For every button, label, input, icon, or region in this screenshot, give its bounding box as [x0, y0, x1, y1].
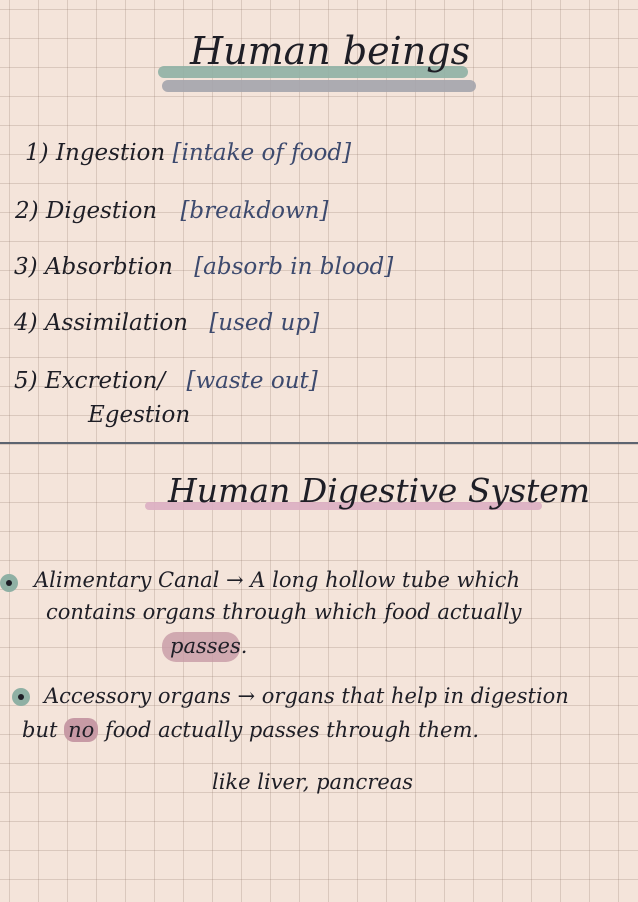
- step-note: [intake of food]: [172, 140, 352, 166]
- step-number: 1): [25, 140, 49, 166]
- step-1: [25, 142, 351, 165]
- bullet-dot-icon: [12, 688, 30, 706]
- step-term: Absorbtion: [44, 254, 173, 280]
- bullet-1-line-2: contains organs through which food actually: [46, 600, 522, 624]
- bullet-dot-icon: [0, 574, 18, 592]
- step-number: 2): [15, 198, 39, 224]
- example-text: like liver, pancreas: [212, 770, 414, 794]
- step-4: [14, 312, 319, 335]
- step-3: [14, 256, 393, 279]
- bullet-2-rest: food actually passes through them.: [104, 718, 480, 742]
- step-note: [absorb in blood]: [194, 254, 394, 280]
- step-note: [used up]: [209, 310, 320, 336]
- bullet-2-line-2: [22, 720, 479, 741]
- step-term: Digestion: [45, 198, 158, 224]
- step-note: [breakdown]: [180, 198, 329, 224]
- highlighted-word: no: [64, 718, 98, 742]
- step-note: [waste out]: [186, 368, 318, 394]
- step-term: Assimilation: [44, 310, 188, 336]
- bullet-2-word: but: [22, 718, 58, 742]
- step-5-continuation: Egestion: [88, 402, 191, 428]
- bullet-2-line-1: Accessory organs → organs that help in digestion: [44, 684, 569, 708]
- step-term: Excretion/: [44, 368, 166, 394]
- bullet-1-line-1: Alimentary Canal → A long hollow tube which: [34, 568, 521, 592]
- step-number: 5): [14, 368, 38, 394]
- step-term: Ingestion: [55, 140, 166, 166]
- step-2: [15, 200, 328, 223]
- step-number: 3): [14, 254, 38, 280]
- step-5: [14, 370, 318, 393]
- section-title: Human Digestive System: [168, 471, 591, 510]
- page-title: Human beings: [190, 29, 471, 73]
- bullet-1-line-3: passes.: [170, 634, 248, 658]
- step-number: 4): [14, 310, 38, 336]
- section-divider: [0, 442, 638, 444]
- title-highlight-grey: [162, 80, 476, 92]
